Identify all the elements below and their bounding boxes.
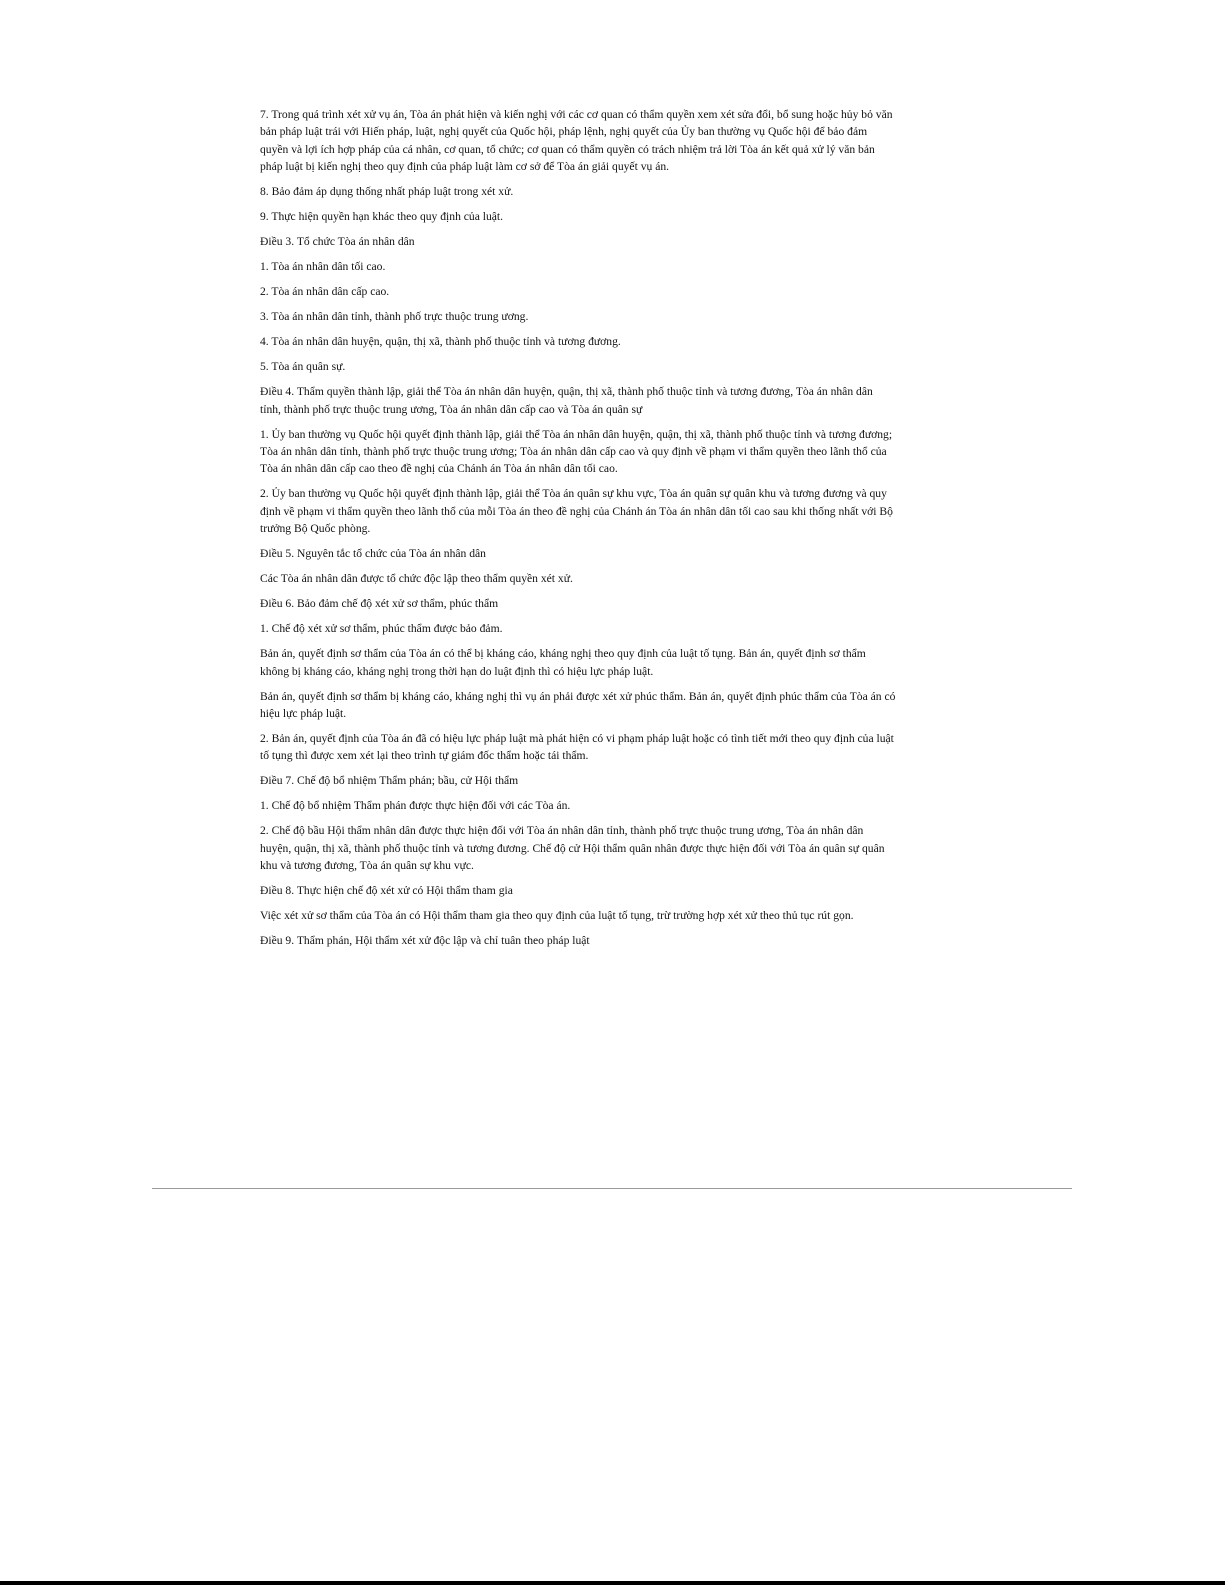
paragraph: Bản án, quyết định sơ thẩm của Tòa án có thể bị kháng cáo, kháng nghị theo quy định của luật tố tụng. Bản án, quyết định sơ thẩm không bị kháng cáo, kháng nghị trong thời hạn do luật định thì có hiệu lực pháp luật.	[260, 647, 866, 678]
paragraph-clause-8: 8. Bảo đảm áp dụng thống nhất pháp luật trong xét xử.	[260, 185, 514, 199]
paragraph: 1. Chế độ bổ nhiệm Thẩm phán được thực hiện đối với các Tòa án.	[260, 799, 571, 813]
paragraph: Các Tòa án nhân dân được tổ chức độc lập theo thẩm quyền xét xử.	[260, 572, 573, 586]
paragraph-clause-9: 9. Thực hiện quyền hạn khác theo quy định của luật.	[260, 210, 504, 224]
article-5-heading: Điều 5. Nguyên tắc tổ chức của Tòa án nhân dân	[260, 547, 486, 561]
bottom-edge-bar	[0, 1581, 1225, 1585]
page-separator	[152, 1188, 1072, 1189]
article-3-heading: Điều 3. Tổ chức Tòa án nhân dân	[260, 235, 415, 249]
list-item: 1. Tòa án nhân dân tối cao.	[260, 260, 386, 274]
paragraph: Việc xét xử sơ thẩm của Tòa án có Hội thẩm tham gia theo quy định của luật tố tụng, trừ trường hợp xét xử theo thủ tục rút gọn.	[260, 909, 854, 923]
article-6-heading: Điều 6. Bảo đảm chế độ xét xử sơ thẩm, phúc thẩm	[260, 597, 499, 611]
paragraph-clause-7: 7. Trong quá trình xét xử vụ án, Tòa án phát hiện và kiến nghị với các cơ quan có thẩm quyền xem xét sửa đổi, bổ sung hoặc hủy bỏ văn bản pháp luật trái với Hiến pháp, luật, nghị quyết của Quốc hội, pháp lệnh, nghị quyết của Ủy ban thường vụ Quốc hội để bảo đảm quyền và lợi ích hợp pháp của cá nhân, cơ quan, tổ chức; cơ quan có thẩm quyền có trách nhiệm trả lời Tòa án kết quả xử lý văn bản pháp luật bị kiến nghị theo quy định của pháp luật làm cơ sở để Tòa án giải quyết vụ án.	[260, 108, 893, 174]
paragraph: 2. Chế độ bầu Hội thẩm nhân dân được thực hiện đối với Tòa án nhân dân tỉnh, thành phố trực thuộc trung ương, Tòa án nhân dân huyện, quận, thị xã, thành phố thuộc tỉnh và tương đương. Chế độ cử Hội thẩm quân nhân được thực hiện đối với Tòa án quân sự quân khu và tương đương, Tòa án quân sự khu vực.	[260, 824, 885, 873]
list-item: 2. Tòa án nhân dân cấp cao.	[260, 285, 390, 299]
paragraph: 2. Ủy ban thường vụ Quốc hội quyết định thành lập, giải thể Tòa án quân sự khu vực, Tòa án quân sự quân khu và tương đương và quy định về phạm vi thẩm quyền theo lãnh thổ của mỗi Tòa án theo đề nghị của Chánh án Tòa án nhân dân tối cao sau khi thống nhất với Bộ trưởng Bộ Quốc phòng.	[260, 487, 893, 536]
paragraph: 2. Bản án, quyết định của Tòa án đã có hiệu lực pháp luật mà phát hiện có vi phạm pháp luật hoặc có tình tiết mới theo quy định của luật tố tụng thì được xem xét lại theo trình tự giám đốc thẩm hoặc tái thẩm.	[260, 732, 894, 763]
article-4-heading: Điều 4. Thẩm quyền thành lập, giải thể Tòa án nhân dân huyện, quận, thị xã, thành phố thuộc tỉnh và tương đương, Tòa án nhân dân tỉnh, thành phố trực thuộc trung ương, Tòa án nhân dân cấp cao và Tòa án quân sự	[260, 385, 873, 416]
list-item: 4. Tòa án nhân dân huyện, quận, thị xã, thành phố thuộc tỉnh và tương đương.	[260, 335, 621, 349]
list-item: 5. Tòa án quân sự.	[260, 360, 346, 374]
article-7-heading: Điều 7. Chế độ bổ nhiệm Thẩm phán; bầu, cử Hội thẩm	[260, 774, 519, 788]
article-8-heading: Điều 8. Thực hiện chế độ xét xử có Hội thẩm tham gia	[260, 884, 513, 898]
paragraph: 1. Ủy ban thường vụ Quốc hội quyết định thành lập, giải thể Tòa án nhân dân huyện, quận, thị xã, thành phố thuộc tỉnh và tương đương; Tòa án nhân dân tỉnh, thành phố trực thuộc trung ương; Tòa án nhân dân cấp cao và quy định về phạm vi thẩm quyền theo lãnh thổ của Tòa án nhân dân cấp cao theo đề nghị của Chánh án Tòa án nhân dân tối cao.	[260, 427, 893, 476]
document-body	[260, 106, 896, 957]
article-9-heading: Điều 9. Thẩm phán, Hội thẩm xét xử độc lập và chỉ tuân theo pháp luật	[260, 934, 590, 948]
list-item: 3. Tòa án nhân dân tỉnh, thành phố trực thuộc trung ương.	[260, 310, 529, 324]
paragraph: Bản án, quyết định sơ thẩm bị kháng cáo, kháng nghị thì vụ án phải được xét xử phúc thẩm. Bản án, quyết định phúc thẩm của Tòa án có hiệu lực pháp luật.	[260, 689, 896, 721]
paragraph: 1. Chế độ xét xử sơ thẩm, phúc thẩm được bảo đảm.	[260, 622, 503, 636]
